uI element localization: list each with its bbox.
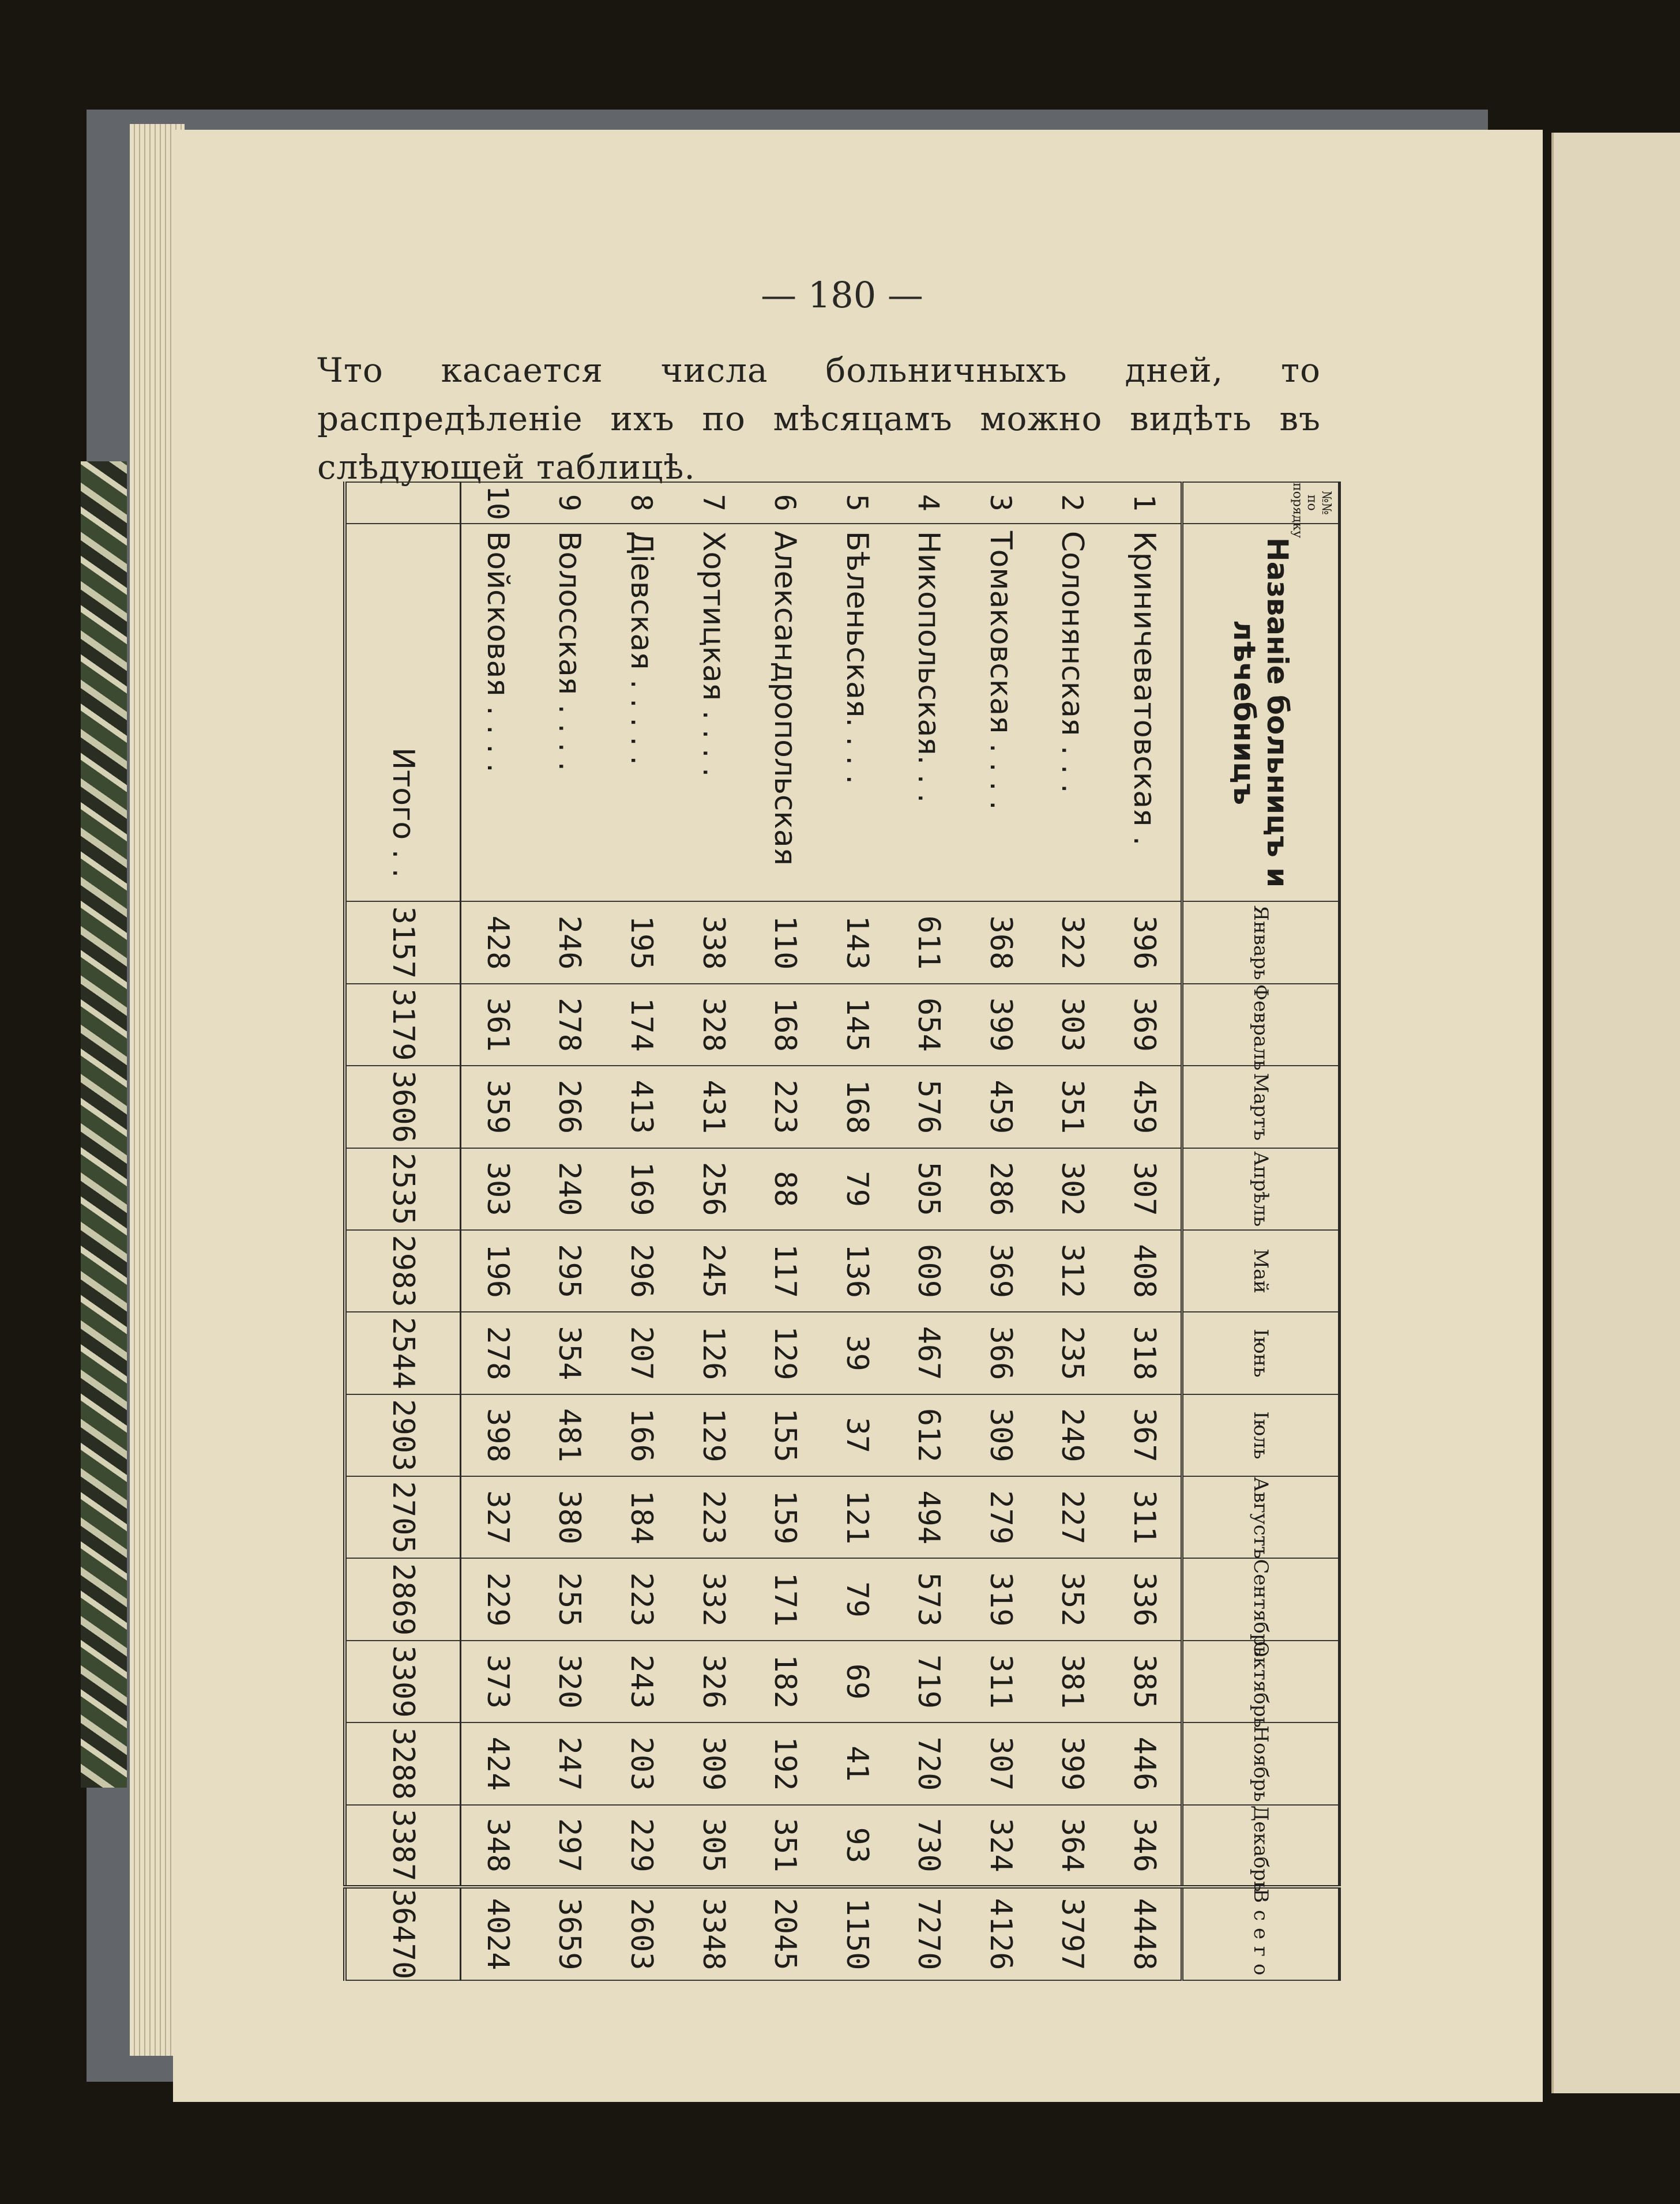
itogo-value: 3288 xyxy=(345,1722,461,1804)
month-value: 246 xyxy=(533,901,606,983)
header-num: №№ по порядку xyxy=(1182,482,1340,524)
month-value: 332 xyxy=(677,1558,749,1640)
month-value: 338 xyxy=(677,901,749,983)
month-value: 266 xyxy=(533,1066,606,1148)
month-value: 399 xyxy=(1036,1722,1108,1804)
hospital-days-table-area xyxy=(343,482,1341,1981)
month-value: 319 xyxy=(965,1558,1037,1640)
month-value: 351 xyxy=(749,1805,821,1887)
month-value: 117 xyxy=(749,1230,821,1312)
month-value: 227 xyxy=(1036,1476,1108,1558)
table-row xyxy=(821,482,893,1980)
month-value: 307 xyxy=(1108,1148,1182,1230)
month-value: 609 xyxy=(893,1230,965,1312)
row-total: 4126 xyxy=(965,1887,1037,1980)
month-value: 611 xyxy=(893,901,965,983)
month-value: 182 xyxy=(749,1641,821,1722)
month-value: 467 xyxy=(893,1312,965,1394)
month-value: 327 xyxy=(461,1476,534,1558)
month-value: 307 xyxy=(965,1722,1037,1804)
month-value: 129 xyxy=(677,1394,749,1476)
month-value: 446 xyxy=(1108,1722,1182,1804)
month-value: 311 xyxy=(1108,1476,1182,1558)
row-total: 3797 xyxy=(1036,1887,1108,1980)
hospital-name: Криничеватовская . xyxy=(1108,524,1182,902)
month-value: 126 xyxy=(677,1312,749,1394)
row-total: 1150 xyxy=(821,1887,893,1980)
row-number: 5 xyxy=(821,482,893,524)
itogo-row xyxy=(345,482,461,1980)
month-value: 361 xyxy=(461,984,534,1066)
month-value: 385 xyxy=(1108,1641,1182,1722)
month-value: 192 xyxy=(749,1722,821,1804)
month-value: 346 xyxy=(1108,1805,1182,1887)
month-value: 297 xyxy=(533,1805,606,1887)
table-row xyxy=(1108,482,1182,1980)
table-row xyxy=(965,482,1037,1980)
itogo-value: 2705 xyxy=(345,1476,461,1558)
itogo-value: 2544 xyxy=(345,1312,461,1394)
month-value: 145 xyxy=(821,984,893,1066)
month-value: 88 xyxy=(749,1148,821,1230)
month-value: 166 xyxy=(606,1394,678,1476)
header-month: Май xyxy=(1182,1230,1340,1312)
header-month: Августъ xyxy=(1182,1476,1340,1558)
month-value: 381 xyxy=(1036,1641,1108,1722)
month-value: 110 xyxy=(749,901,821,983)
month-value: 413 xyxy=(606,1066,678,1148)
month-value: 576 xyxy=(893,1066,965,1148)
month-value: 326 xyxy=(677,1641,749,1722)
month-value: 352 xyxy=(1036,1558,1108,1640)
month-value: 255 xyxy=(533,1558,606,1640)
month-value: 336 xyxy=(1108,1558,1182,1640)
month-value: 399 xyxy=(965,984,1037,1066)
hospital-name: Діевская . . . . . xyxy=(606,524,678,902)
month-value: 312 xyxy=(1036,1230,1108,1312)
row-total: 7270 xyxy=(893,1887,965,1980)
month-value: 302 xyxy=(1036,1148,1108,1230)
header-month: Сентябрь xyxy=(1182,1558,1340,1640)
header-name: Названіе больницъ и лѣчебницъ xyxy=(1182,524,1340,902)
hospital-days-table xyxy=(343,482,1341,1981)
month-value: 279 xyxy=(965,1476,1037,1558)
month-value: 303 xyxy=(1036,984,1108,1066)
month-value: 286 xyxy=(965,1148,1037,1230)
month-value: 195 xyxy=(606,901,678,983)
hospital-name: Войсковая . . . . xyxy=(461,524,534,902)
table-row xyxy=(749,482,821,1980)
itogo-total: 36470 xyxy=(345,1887,461,1980)
header-month: Декабрь xyxy=(1182,1805,1340,1887)
row-number: 1 xyxy=(1108,482,1182,524)
month-value: 203 xyxy=(606,1722,678,1804)
month-value: 311 xyxy=(965,1641,1037,1722)
month-value: 481 xyxy=(533,1394,606,1476)
header-month: Февраль xyxy=(1182,984,1340,1066)
table-header-row xyxy=(1182,482,1340,1980)
month-value: 223 xyxy=(606,1558,678,1640)
month-value: 364 xyxy=(1036,1805,1108,1887)
row-number: 6 xyxy=(749,482,821,524)
header-month: Апрѣль xyxy=(1182,1148,1340,1230)
month-value: 730 xyxy=(893,1805,965,1887)
month-value: 129 xyxy=(749,1312,821,1394)
month-value: 359 xyxy=(461,1066,534,1148)
table-body xyxy=(345,482,1182,1980)
month-value: 396 xyxy=(1108,901,1182,983)
month-value: 168 xyxy=(821,1066,893,1148)
month-value: 295 xyxy=(533,1230,606,1312)
table-row xyxy=(533,482,606,1980)
month-value: 459 xyxy=(965,1066,1037,1148)
row-number: 7 xyxy=(677,482,749,524)
month-value: 309 xyxy=(965,1394,1037,1476)
table-row xyxy=(461,482,534,1980)
hospital-name: Томаковская . . . . xyxy=(965,524,1037,902)
month-value: 324 xyxy=(965,1805,1037,1887)
month-value: 136 xyxy=(821,1230,893,1312)
month-value: 505 xyxy=(893,1148,965,1230)
hospital-name: Александропольская xyxy=(749,524,821,902)
month-value: 249 xyxy=(1036,1394,1108,1476)
row-total: 2603 xyxy=(606,1887,678,1980)
month-value: 155 xyxy=(749,1394,821,1476)
table-row xyxy=(606,482,678,1980)
itogo-value: 3387 xyxy=(345,1805,461,1887)
row-number: 9 xyxy=(533,482,606,524)
month-value: 369 xyxy=(1108,984,1182,1066)
header-month: Ноябрь xyxy=(1182,1722,1340,1804)
month-value: 196 xyxy=(461,1230,534,1312)
month-value: 159 xyxy=(749,1476,821,1558)
table-row xyxy=(1036,482,1108,1980)
header-month: Іюль xyxy=(1182,1394,1340,1476)
month-value: 320 xyxy=(533,1641,606,1722)
rotated-table xyxy=(343,482,1341,1981)
marbled-endpaper xyxy=(81,461,127,1788)
itogo-label: Итого . . xyxy=(345,524,461,902)
month-value: 278 xyxy=(533,984,606,1066)
month-value: 143 xyxy=(821,901,893,983)
month-value: 121 xyxy=(821,1476,893,1558)
month-value: 305 xyxy=(677,1805,749,1887)
month-value: 171 xyxy=(749,1558,821,1640)
month-value: 654 xyxy=(893,984,965,1066)
itogo-value: 3157 xyxy=(345,901,461,983)
month-value: 174 xyxy=(606,984,678,1066)
table-row xyxy=(677,482,749,1980)
month-value: 168 xyxy=(749,984,821,1066)
month-value: 247 xyxy=(533,1722,606,1804)
month-value: 424 xyxy=(461,1722,534,1804)
month-value: 373 xyxy=(461,1641,534,1722)
row-total: 4024 xyxy=(461,1887,534,1980)
itogo-value: 2903 xyxy=(345,1394,461,1476)
page-number: — 180 — xyxy=(761,274,923,316)
month-value: 494 xyxy=(893,1476,965,1558)
hospital-name: Хортицкая . . . . xyxy=(677,524,749,902)
month-value: 380 xyxy=(533,1476,606,1558)
month-value: 328 xyxy=(677,984,749,1066)
month-value: 37 xyxy=(821,1394,893,1476)
row-total: 3348 xyxy=(677,1887,749,1980)
month-value: 354 xyxy=(533,1312,606,1394)
header-total: Всего xyxy=(1182,1887,1340,1980)
month-value: 720 xyxy=(893,1722,965,1804)
month-value: 459 xyxy=(1108,1066,1182,1148)
table-row xyxy=(893,482,965,1980)
month-value: 296 xyxy=(606,1230,678,1312)
month-value: 223 xyxy=(749,1066,821,1148)
month-value: 367 xyxy=(1108,1394,1182,1476)
header-month: Октябрь xyxy=(1182,1641,1340,1722)
month-value: 69 xyxy=(821,1641,893,1722)
month-value: 39 xyxy=(821,1312,893,1394)
header-month: Январь xyxy=(1182,901,1340,983)
header-month: Іюнь xyxy=(1182,1312,1340,1394)
row-number: 2 xyxy=(1036,482,1108,524)
month-value: 369 xyxy=(965,1230,1037,1312)
itogo-value: 3606 xyxy=(345,1066,461,1148)
month-value: 573 xyxy=(893,1558,965,1640)
month-value: 79 xyxy=(821,1148,893,1230)
hospital-name: Бѣленьская. . . . xyxy=(821,524,893,902)
month-value: 719 xyxy=(893,1641,965,1722)
month-value: 93 xyxy=(821,1805,893,1887)
month-value: 243 xyxy=(606,1641,678,1722)
month-value: 303 xyxy=(461,1148,534,1230)
month-value: 245 xyxy=(677,1230,749,1312)
intro-paragraph: Что касается числа больничныхъ дней, то распредѣленіе ихъ по мѣсяцамъ можно видѣть въ слѣдующей таблицѣ. xyxy=(317,351,1321,487)
month-value: 398 xyxy=(461,1394,534,1476)
month-value: 428 xyxy=(461,901,534,983)
header-month: Мартъ xyxy=(1182,1066,1340,1148)
row-number: 10 xyxy=(461,482,534,524)
month-value: 184 xyxy=(606,1476,678,1558)
month-value: 240 xyxy=(533,1148,606,1230)
month-value: 79 xyxy=(821,1558,893,1640)
month-value: 348 xyxy=(461,1805,534,1887)
row-total: 4448 xyxy=(1108,1887,1182,1980)
month-value: 41 xyxy=(821,1722,893,1804)
itogo-blank xyxy=(345,482,461,524)
hospital-name: Никопольская. . . xyxy=(893,524,965,902)
hospital-name: Солонянская . . . xyxy=(1036,524,1108,902)
month-value: 368 xyxy=(965,901,1037,983)
month-value: 256 xyxy=(677,1148,749,1230)
row-number: 4 xyxy=(893,482,965,524)
facing-page xyxy=(1551,133,1680,2093)
row-total: 2045 xyxy=(749,1887,821,1980)
month-value: 229 xyxy=(461,1558,534,1640)
month-value: 612 xyxy=(893,1394,965,1476)
month-value: 309 xyxy=(677,1722,749,1804)
month-value: 408 xyxy=(1108,1230,1182,1312)
itogo-value: 2869 xyxy=(345,1558,461,1640)
month-value: 278 xyxy=(461,1312,534,1394)
row-total: 3659 xyxy=(533,1887,606,1980)
hospital-name: Волосская . . . . xyxy=(533,524,606,902)
row-number: 3 xyxy=(965,482,1037,524)
month-value: 366 xyxy=(965,1312,1037,1394)
month-value: 431 xyxy=(677,1066,749,1148)
month-value: 322 xyxy=(1036,901,1108,983)
month-value: 318 xyxy=(1108,1312,1182,1394)
row-number: 8 xyxy=(606,482,678,524)
month-value: 223 xyxy=(677,1476,749,1558)
itogo-value: 2535 xyxy=(345,1148,461,1230)
month-value: 351 xyxy=(1036,1066,1108,1148)
month-value: 169 xyxy=(606,1148,678,1230)
itogo-value: 3179 xyxy=(345,984,461,1066)
itogo-value: 2983 xyxy=(345,1230,461,1312)
month-value: 235 xyxy=(1036,1312,1108,1394)
month-value: 207 xyxy=(606,1312,678,1394)
month-value: 229 xyxy=(606,1805,678,1887)
itogo-value: 3309 xyxy=(345,1641,461,1722)
